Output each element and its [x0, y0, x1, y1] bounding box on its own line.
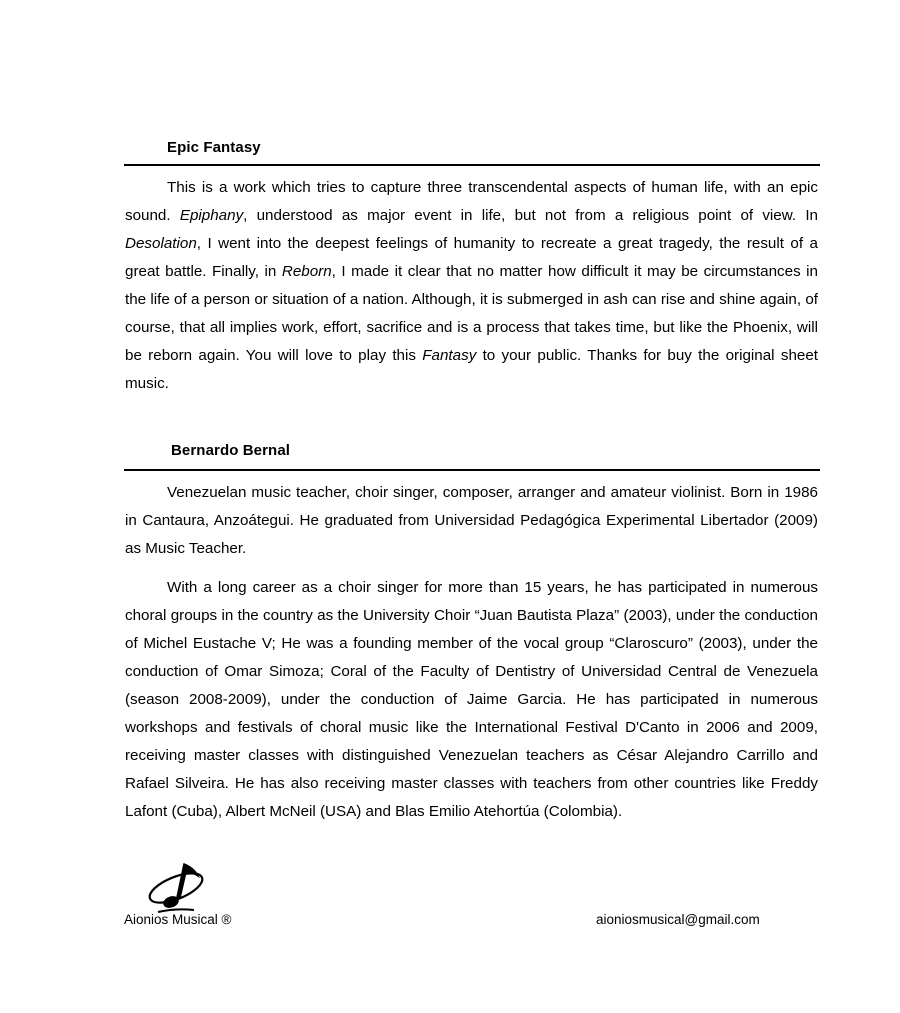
italic-title-reborn: Reborn: [281, 263, 332, 280]
italic-title-fantasy: Fantasy: [422, 347, 477, 364]
bio-paragraph-1: Venezuelan music teacher, choir singer, composer, arranger and amateur violinist. Born in 1986 in Cantaura, Anzoátegui. He graduated from Universidad Pedagógica Experimental Libertador (2009) as Music Teacher.: [125, 484, 818, 557]
text-segment: , I went into the deepest feelings of humanity to recreate a great tragedy, the result of a great battle. Finally, in: [125, 235, 818, 280]
heading-rule: [124, 164, 820, 166]
bio-paragraph-2: With a long career as a choir singer for more than 15 years, he has participated in numerous choral groups in the country as the University Choir “Juan Bautista Plaza” (2003), under the conduction of Michel Eustache V; He was a founding member of the vocal group “Claroscuro” (2003), under the conduction of Omar Simoza; Coral of the Faculty of Dentistry of Universidad Central de Venezuela (season 2008-2009), under the conduction of Jaime Garcia. He has participated in numerous workshops and festivals of choral music like the International Festival D'Canto in 2006 and 2009, receiving master classes with distinguished Venezuelan teachers as César Alejandro Carrillo and Rafael Silveira. He has also receiving master classes with teachers from other countries like Freddy Lafont (Cuba), Albert McNeil (USA) and Blas Emilio Atehortúa (Colombia).: [125, 579, 818, 820]
text-segment: , I made it clear that no matter how difficult it may be circumstances in the life of a person or situation of a nation. Although, it is submerged in ash can rise and shine again, of course, that all implies work, effort, sacrifice and is a process that takes time, but like the Phoenix, will be reborn again. You will love to play this: [125, 263, 818, 364]
text-segment: to your public. Thanks for buy the original sheet music.: [125, 347, 818, 392]
heading-rule: [124, 469, 820, 471]
section-heading-epic-fantasy: Epic Fantasy: [167, 139, 261, 156]
italic-title-epiphany: Epiphany: [179, 207, 244, 224]
italic-title-desolation: Desolation: [125, 235, 197, 252]
brand-name: Aionios Musical ®: [124, 912, 232, 927]
music-note-logo-icon: [146, 858, 210, 916]
text-segment: , understood as major event in life, but not from a religious point of view. In: [243, 207, 818, 224]
text-segment: This is a work which tries to capture three transcendental aspects of human life, with an epic sound.: [125, 179, 818, 224]
section-heading-bernardo-bernal: Bernardo Bernal: [171, 442, 291, 459]
epic-fantasy-description: [125, 174, 818, 398]
contact-email: aioniosmusical@gmail.com: [596, 912, 760, 927]
